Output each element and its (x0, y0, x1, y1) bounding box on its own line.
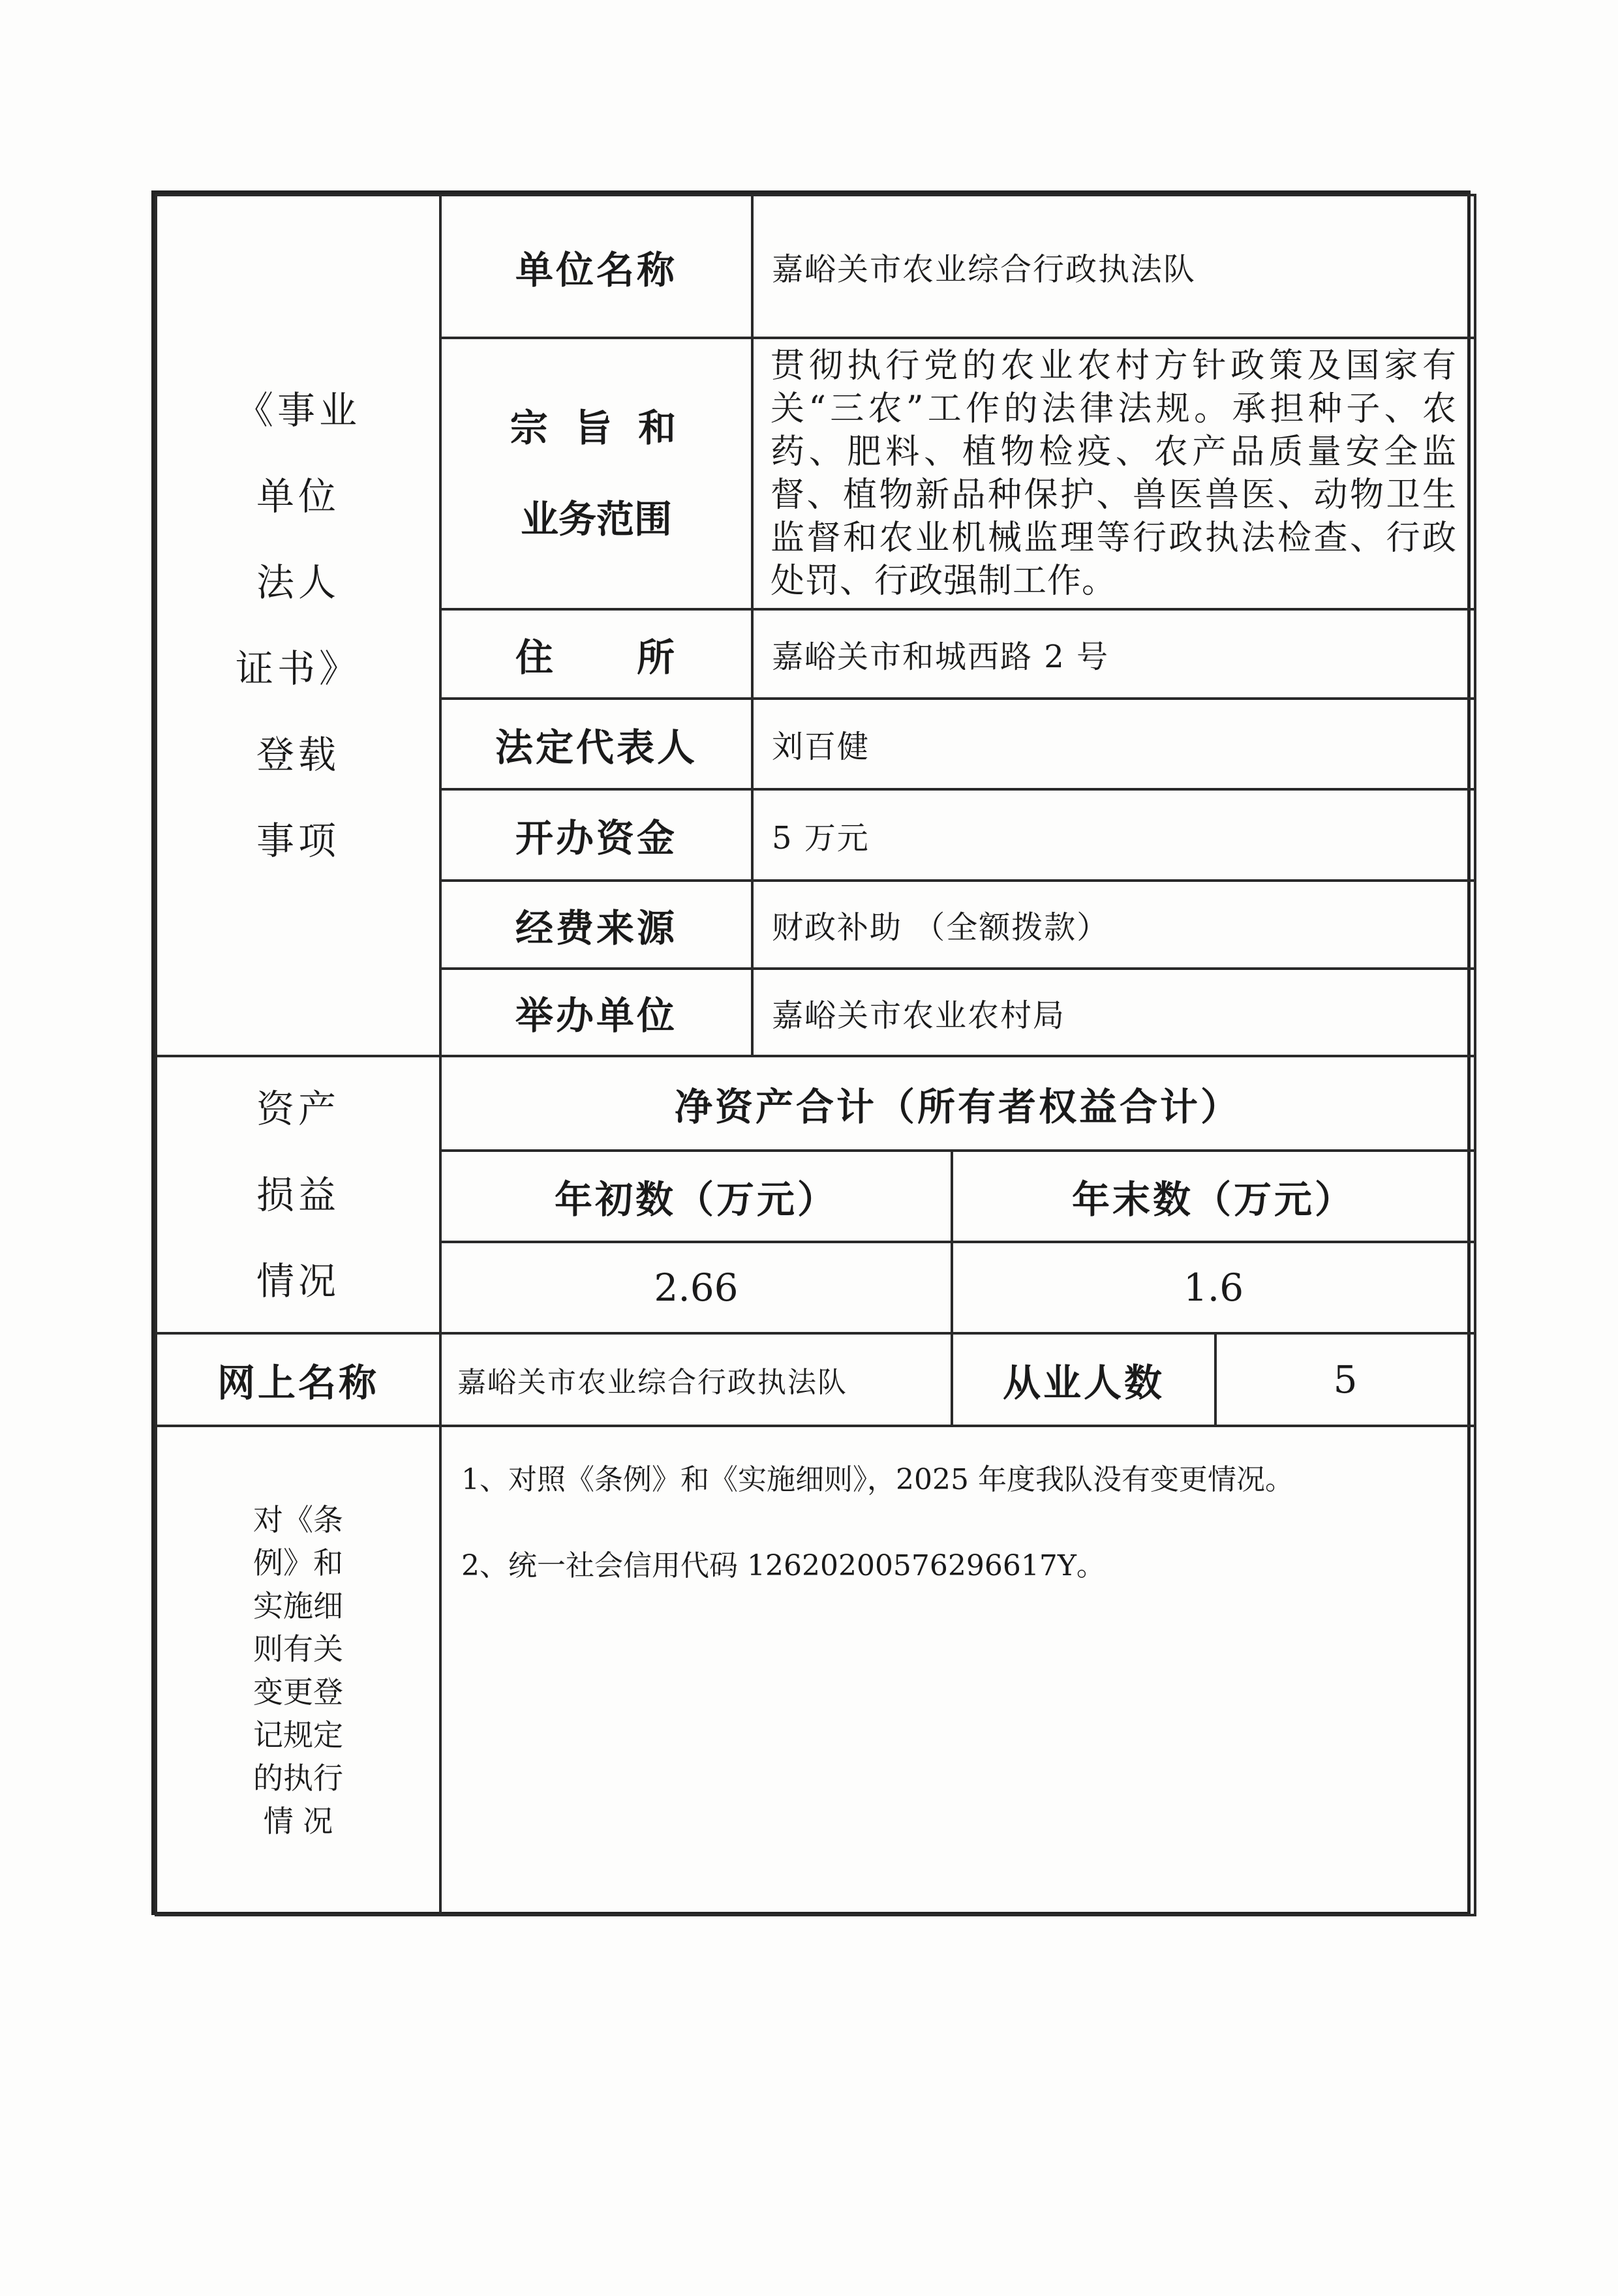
cert-section-label: 《事业 单位 法人 证书》 登载 事项 (156, 195, 440, 1056)
staff-count-value: 5 (1215, 1333, 1475, 1426)
sponsor-value: 嘉峪关市农业农村局 (752, 969, 1475, 1056)
begin-year-value: 2.66 (440, 1242, 952, 1333)
address-value: 嘉峪关市和城西路 2 号 (752, 609, 1475, 699)
online-name-label: 网上名称 (156, 1333, 440, 1426)
assets-section-label: 资产 损益 情况 (156, 1056, 440, 1333)
form-table (155, 194, 1476, 1916)
compliance-note-2: 2、统一社会信用代码 12620200576296617Y。 (461, 1549, 1105, 1582)
annual-report-form (151, 190, 1471, 1915)
compliance-label: 对《条 例》和 实施细 则有关 变更登 记规定 的执行 情 况 (156, 1426, 440, 1915)
legal-rep-label: 法定代表人 (440, 699, 752, 789)
legal-rep-value: 刘百健 (752, 699, 1475, 789)
unit-name-value: 嘉峪关市农业综合行政执法队 (752, 195, 1475, 338)
begin-year-label: 年初数（万元） (440, 1151, 952, 1242)
sponsor-label: 举办单位 (440, 969, 752, 1056)
end-year-label: 年末数（万元） (952, 1151, 1475, 1242)
net-assets-header: 净资产合计（所有者权益合计） (440, 1056, 1475, 1151)
purpose-label: 宗 旨 和 业务范围 (440, 338, 752, 609)
purpose-value: 贯彻执行党的农业农村方针政策及国家有关“三农”工作的法律法规。承担种子、农药、肥料、植物检疫、农产品质量安全监督、植物新品种保护、兽医兽医、动物卫生监督和农业机械监理等行政执法检查、行政处罚、行政强制工作。 (752, 338, 1475, 609)
capital-value: 5 万元 (752, 789, 1475, 881)
staff-count-label: 从业人数 (952, 1333, 1215, 1426)
compliance-note-1: 1、对照《条例》和《实施细则》，2025 年度我队没有变更情况。 (461, 1463, 1294, 1496)
unit-name-label: 单位名称 (440, 195, 752, 338)
address-label: 住 所 (440, 609, 752, 699)
capital-label: 开办资金 (440, 789, 752, 881)
online-name-value: 嘉峪关市农业综合行政执法队 (440, 1333, 952, 1426)
funding-value: 财政补助 （全额拨款） (752, 881, 1475, 969)
end-year-value: 1.6 (952, 1242, 1475, 1333)
funding-label: 经费来源 (440, 881, 752, 969)
compliance-notes (440, 1426, 1475, 1915)
